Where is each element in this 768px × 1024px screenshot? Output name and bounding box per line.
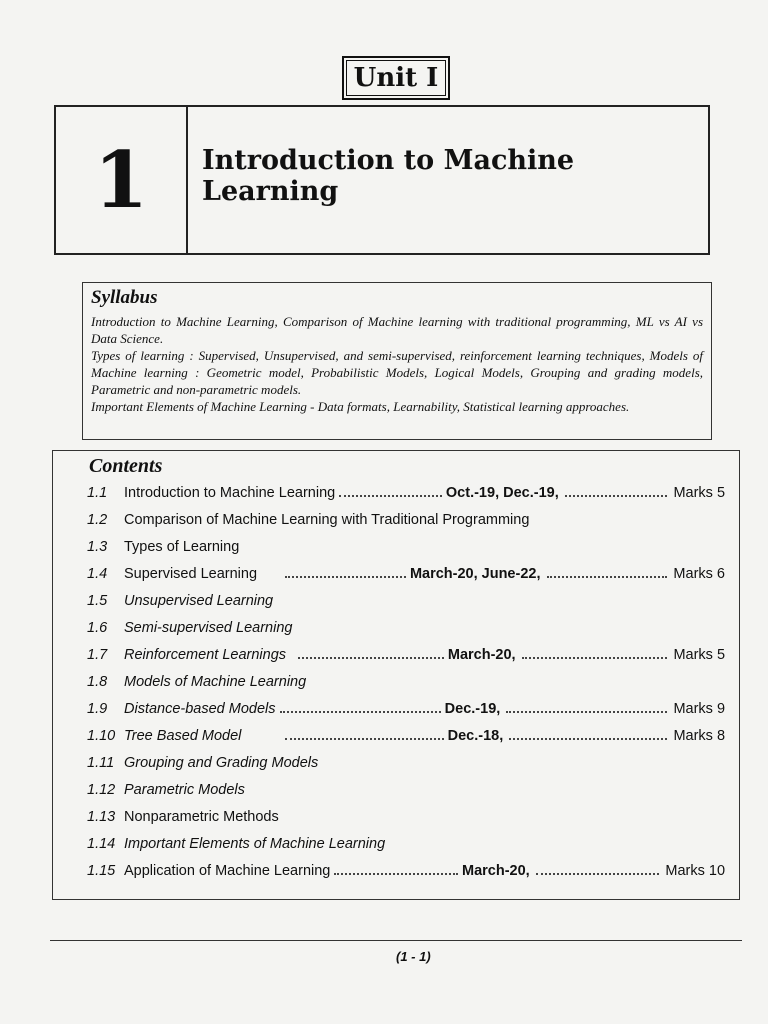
contents-row[interactable] xyxy=(87,512,725,534)
contents-row[interactable] xyxy=(87,674,725,696)
exam-dates: Dec.-19, xyxy=(444,701,501,717)
exam-dates: March-20, xyxy=(462,863,530,879)
section-number: 1.6 xyxy=(87,620,108,636)
contents-row[interactable] xyxy=(87,593,725,615)
syllabus-paragraph: Introduction to Machine Learning, Comparison of Machine learning with traditional programming, ML vs AI vs Data Science. xyxy=(91,314,703,346)
section-title: Unsupervised Learning xyxy=(124,593,274,609)
dot-leader xyxy=(536,873,660,875)
section-title: Supervised Learning xyxy=(124,566,258,582)
section-number: 1.8 xyxy=(87,674,108,690)
dot-leader xyxy=(509,738,667,740)
dot-leader xyxy=(280,711,441,713)
syllabus-heading: Syllabus xyxy=(91,287,158,308)
marks-label: Marks 5 xyxy=(673,485,726,501)
dot-leader xyxy=(339,495,442,497)
page-number: (1 - 1) xyxy=(396,949,431,964)
dot-leader xyxy=(547,576,668,578)
section-number: 1.9 xyxy=(87,701,108,717)
dot-leader xyxy=(522,657,668,659)
contents-heading: Contents xyxy=(89,455,163,477)
section-number: 1.10 xyxy=(87,728,116,744)
section-title: Distance-based Models xyxy=(124,701,276,717)
contents-row[interactable] xyxy=(87,836,725,858)
section-number: 1.12 xyxy=(87,782,116,798)
dot-leader xyxy=(285,738,443,740)
contents-row[interactable] xyxy=(87,863,725,885)
dot-leader xyxy=(298,657,444,659)
contents-row[interactable] xyxy=(87,809,725,831)
exam-dates: Dec.-18, xyxy=(447,728,504,744)
section-number: 1.2 xyxy=(87,512,108,528)
unit-label: Unit I xyxy=(342,56,450,100)
dot-leader xyxy=(506,711,667,713)
contents-box xyxy=(52,450,740,900)
section-number: 1.4 xyxy=(87,566,108,582)
exam-dates: Oct.-19, Dec.-19, xyxy=(445,485,559,501)
section-number: 1.11 xyxy=(87,755,115,771)
section-number: 1.1 xyxy=(87,485,108,501)
section-title: Comparison of Machine Learning with Traditional Programming xyxy=(124,512,530,528)
section-number: 1.7 xyxy=(87,647,108,663)
contents-row[interactable] xyxy=(87,701,725,723)
chapter-header xyxy=(54,105,710,255)
section-title: Introduction to Machine Learning xyxy=(124,485,336,501)
section-title: Important Elements of Machine Learning xyxy=(124,836,386,852)
footer-divider xyxy=(50,940,742,941)
dot-leader xyxy=(334,873,458,875)
contents-row[interactable] xyxy=(87,647,725,669)
chapter-title: Introduction to Machine Learning xyxy=(202,145,575,207)
section-title: Semi-supervised Learning xyxy=(124,620,293,636)
section-number: 1.5 xyxy=(87,593,108,609)
contents-row[interactable] xyxy=(87,782,725,804)
section-title: Grouping and Grading Models xyxy=(124,755,319,771)
exam-dates: March-20, xyxy=(447,647,516,663)
marks-label: Marks 5 xyxy=(673,647,726,663)
contents-row[interactable] xyxy=(87,566,725,588)
contents-row[interactable] xyxy=(87,620,725,642)
marks-label: Marks 6 xyxy=(673,566,725,582)
syllabus-paragraph: Important Elements of Machine Learning - Data formats, Learnability, Statistical learning approaches. xyxy=(91,399,630,414)
syllabus-paragraph: Types of learning : Supervised, Unsupervised, and semi-supervised, reinforcement learning techniques, Models of Machine learning : Geometric model, Probabilistic Models, Logical Models, Grouping and grading models, Parametric and non-parametric models. xyxy=(91,348,703,397)
contents-row[interactable] xyxy=(87,485,725,507)
section-number: 1.15 xyxy=(87,863,116,879)
chapter-number: 1 xyxy=(56,107,188,253)
contents-row[interactable] xyxy=(87,539,725,561)
marks-label: Marks 9 xyxy=(673,701,726,717)
section-number: 1.3 xyxy=(87,539,108,555)
section-title: Application of Machine Learning xyxy=(124,863,331,879)
exam-dates: March-20, June-22, xyxy=(409,566,541,582)
section-title: Reinforcement Learnings xyxy=(124,647,287,663)
contents-row[interactable] xyxy=(87,755,725,777)
marks-label: Marks 8 xyxy=(673,728,726,744)
section-title: Nonparametric Methods xyxy=(124,809,279,825)
section-title: Types of Learning xyxy=(124,539,240,555)
section-title: Models of Machine Learning xyxy=(124,674,307,690)
contents-row[interactable] xyxy=(87,728,725,750)
syllabus-box xyxy=(82,282,712,440)
dot-leader xyxy=(565,495,668,497)
section-title: Tree Based Model xyxy=(124,728,242,744)
section-number: 1.14 xyxy=(87,836,116,852)
section-title: Parametric Models xyxy=(124,782,245,798)
marks-label: Marks 10 xyxy=(665,863,726,879)
section-number: 1.13 xyxy=(87,809,116,825)
dot-leader xyxy=(285,576,406,578)
